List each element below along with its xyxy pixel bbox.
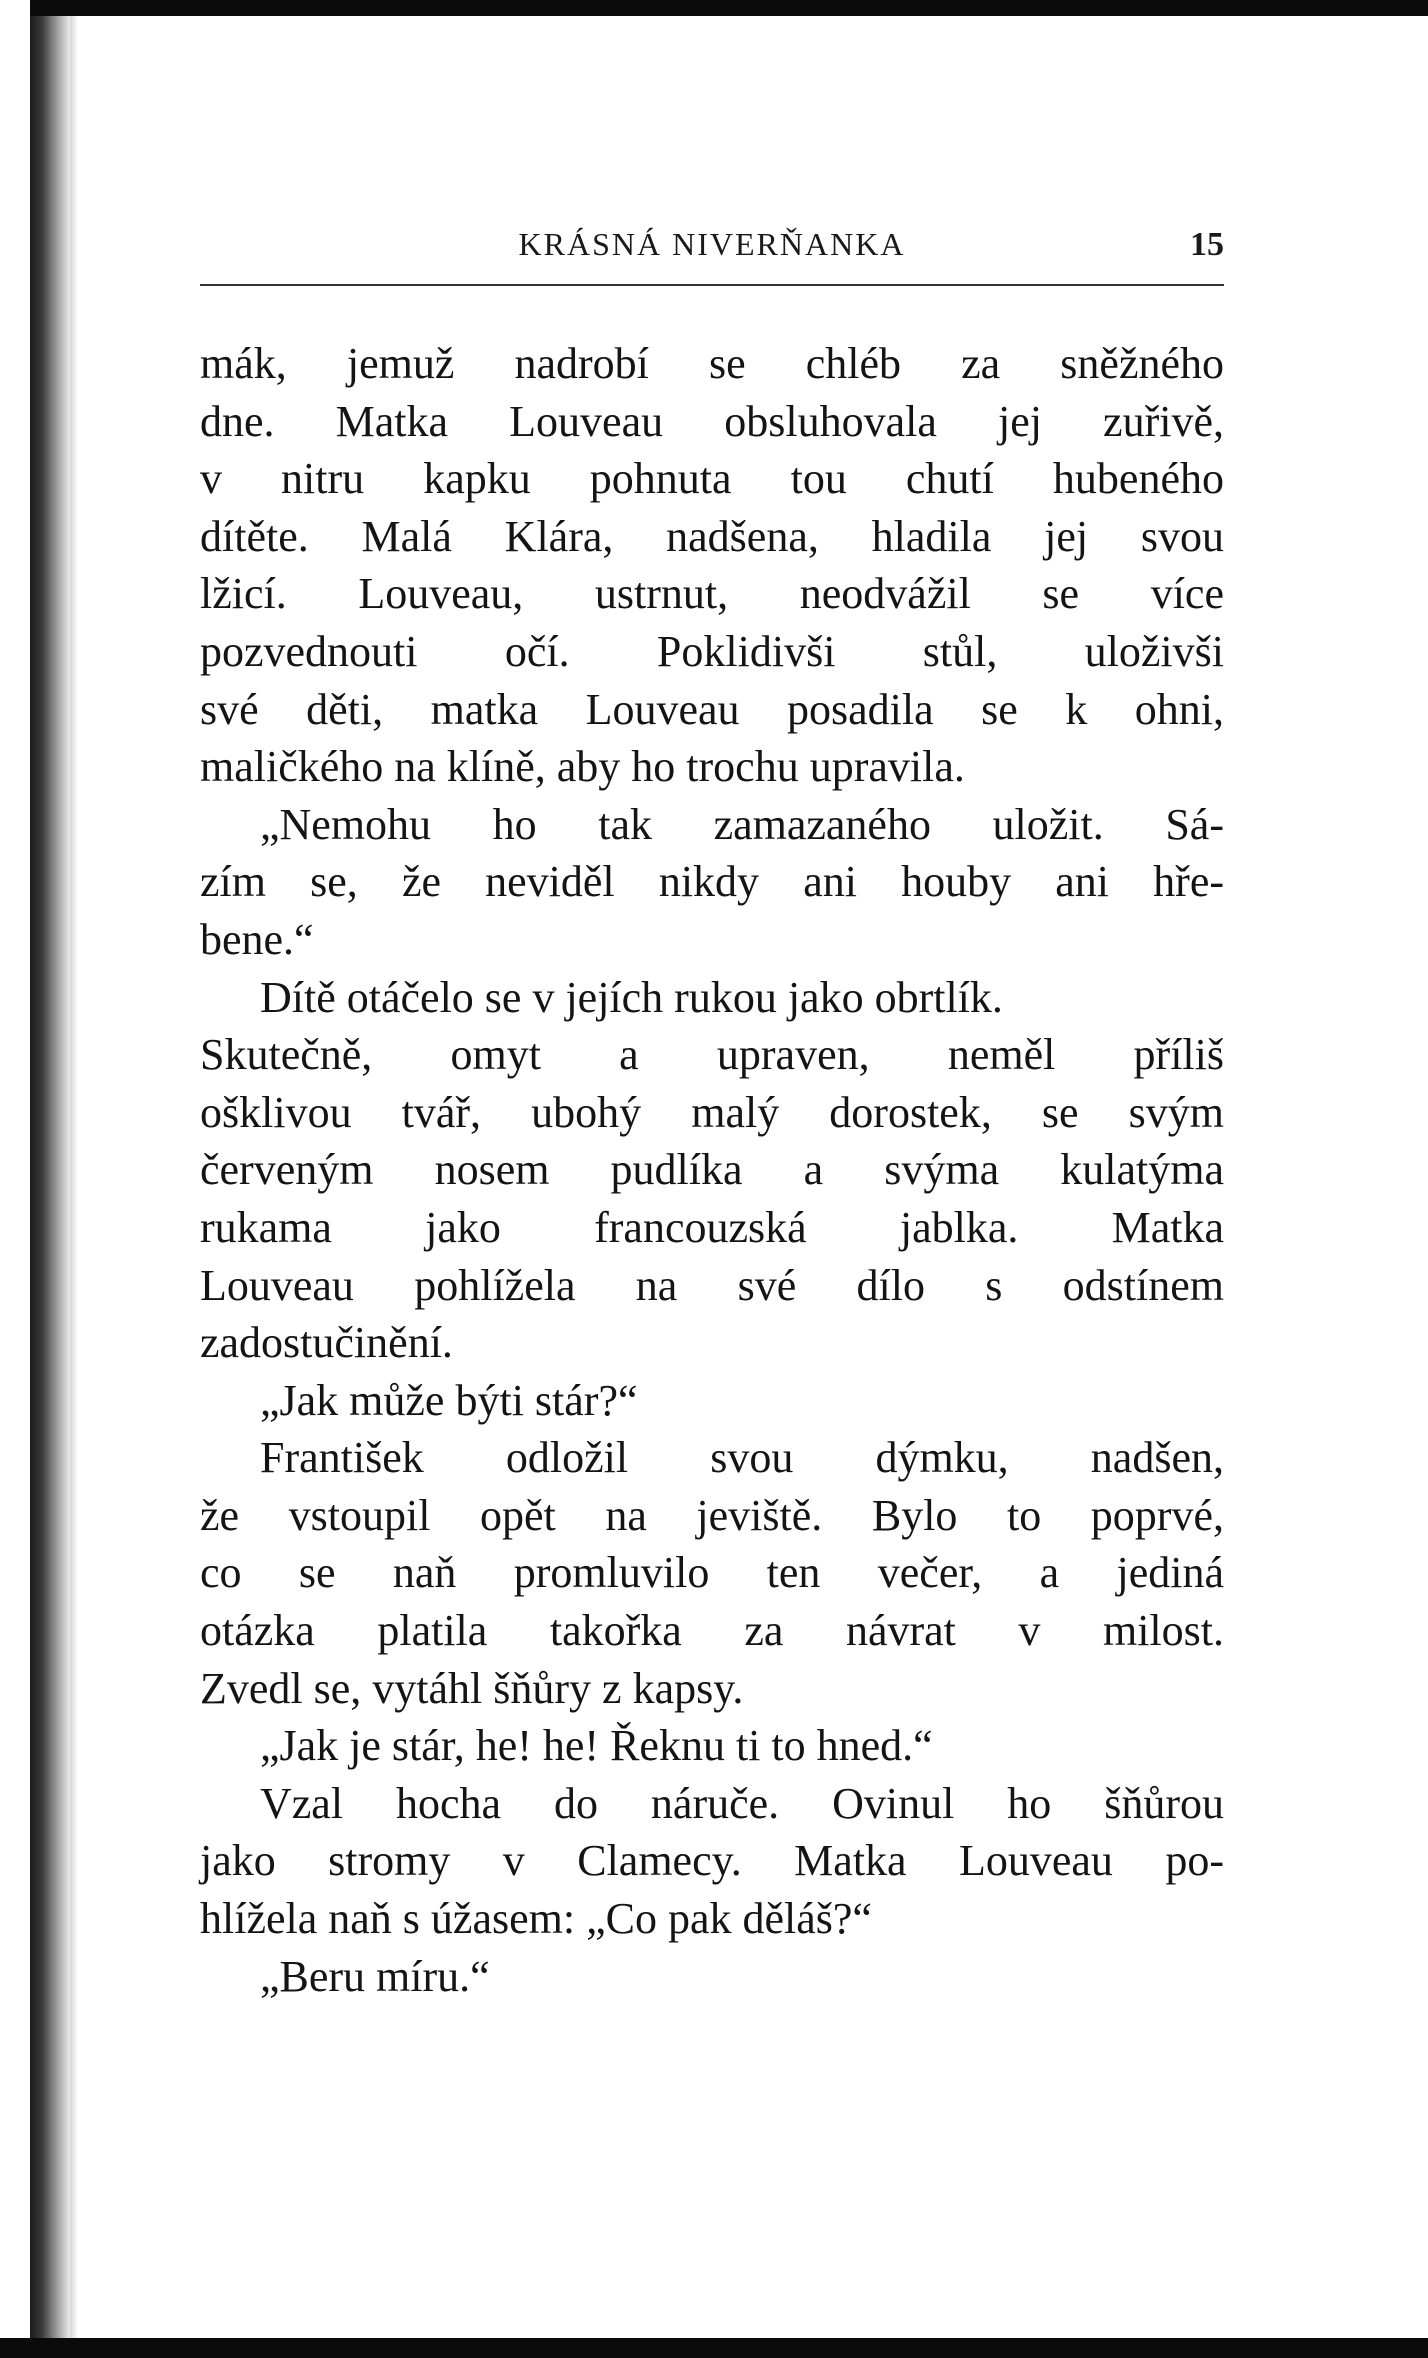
running-head	[200, 226, 1224, 270]
text-line: co se naň promluvilo ten večer, a jediná	[200, 1548, 1224, 1598]
text-line: dítěte. Malá Klára, nadšena, hladila jej svou	[200, 511, 1224, 561]
text-line: červeným nosem pudlíka a svýma kulatýma	[200, 1145, 1224, 1195]
body-text	[200, 335, 1224, 2005]
scan-left-margin	[0, 0, 30, 2358]
text-line: že vstoupil opět na jeviště. Bylo to poprvé,	[200, 1490, 1224, 1540]
text-line: hlížela naň s úžasem: „Co pak děláš?“	[200, 1894, 872, 1944]
text-line: Zvedl se, vytáhl šňůry z kapsy.	[200, 1663, 744, 1713]
text-line: otázka platila takořka za návrat v milost.	[200, 1606, 1224, 1656]
text-line: Louveau pohlížela na své dílo s odstínem	[200, 1260, 1224, 1310]
text-line: dne. Matka Louveau obsluhovala jej zuřivě,	[200, 396, 1224, 446]
text-line: Skutečně, omyt a upraven, neměl příliš	[200, 1030, 1224, 1080]
scan-bottom-border	[0, 2338, 1428, 2358]
page-gutter	[70, 16, 78, 2338]
header-rule	[200, 284, 1224, 286]
text-line: zadostučinění.	[200, 1318, 453, 1368]
text-line: pozvednouti očí. Poklidivši stůl, uloživši	[200, 626, 1224, 676]
text-line: „Jak je stár, he! he! Řeknu ti to hned.“	[260, 1721, 933, 1771]
text-line: jako stromy v Clamecy. Matka Louveau po-	[200, 1836, 1224, 1886]
text-line: mák, jemuž nadrobí se chléb za sněžného	[200, 339, 1224, 388]
text-line: „Beru míru.“	[260, 1951, 490, 2001]
text-line: lžicí. Louveau, ustrnut, neodvážil se více	[200, 569, 1224, 619]
text-line: bene.“	[200, 914, 314, 964]
page-number: 15	[1190, 226, 1224, 263]
book-spine-shadow	[30, 16, 70, 2338]
text-line: zím se, že neviděl nikdy ani houby ani hře-	[200, 857, 1224, 907]
text-line: František odložil svou dýmku, nadšen,	[260, 1433, 1224, 1483]
scan-top-border	[0, 0, 1428, 16]
text-line: Vzal hocha do náruče. Ovinul ho šňůrou	[260, 1778, 1224, 1828]
text-line: rukama jako francouzská jablka. Matka	[200, 1202, 1224, 1252]
text-line: „Nemohu ho tak zamazaného uložit. Sá-	[260, 799, 1224, 849]
text-line: Dítě otáčelo se v jejích rukou jako obrtlík.	[260, 972, 1003, 1022]
text-line: ošklivou tvář, ubohý malý dorostek, se svým	[200, 1087, 1224, 1137]
text-line: své děti, matka Louveau posadila se k ohni,	[200, 684, 1224, 734]
text-line: „Jak může býti stár?“	[260, 1375, 638, 1425]
text-line: v nitru kapku pohnuta tou chutí hubeného	[200, 454, 1224, 504]
running-title: KRÁSNÁ NIVERŇANKA	[518, 226, 906, 262]
text-line: maličkého na klíně, aby ho trochu upravila.	[200, 742, 965, 792]
